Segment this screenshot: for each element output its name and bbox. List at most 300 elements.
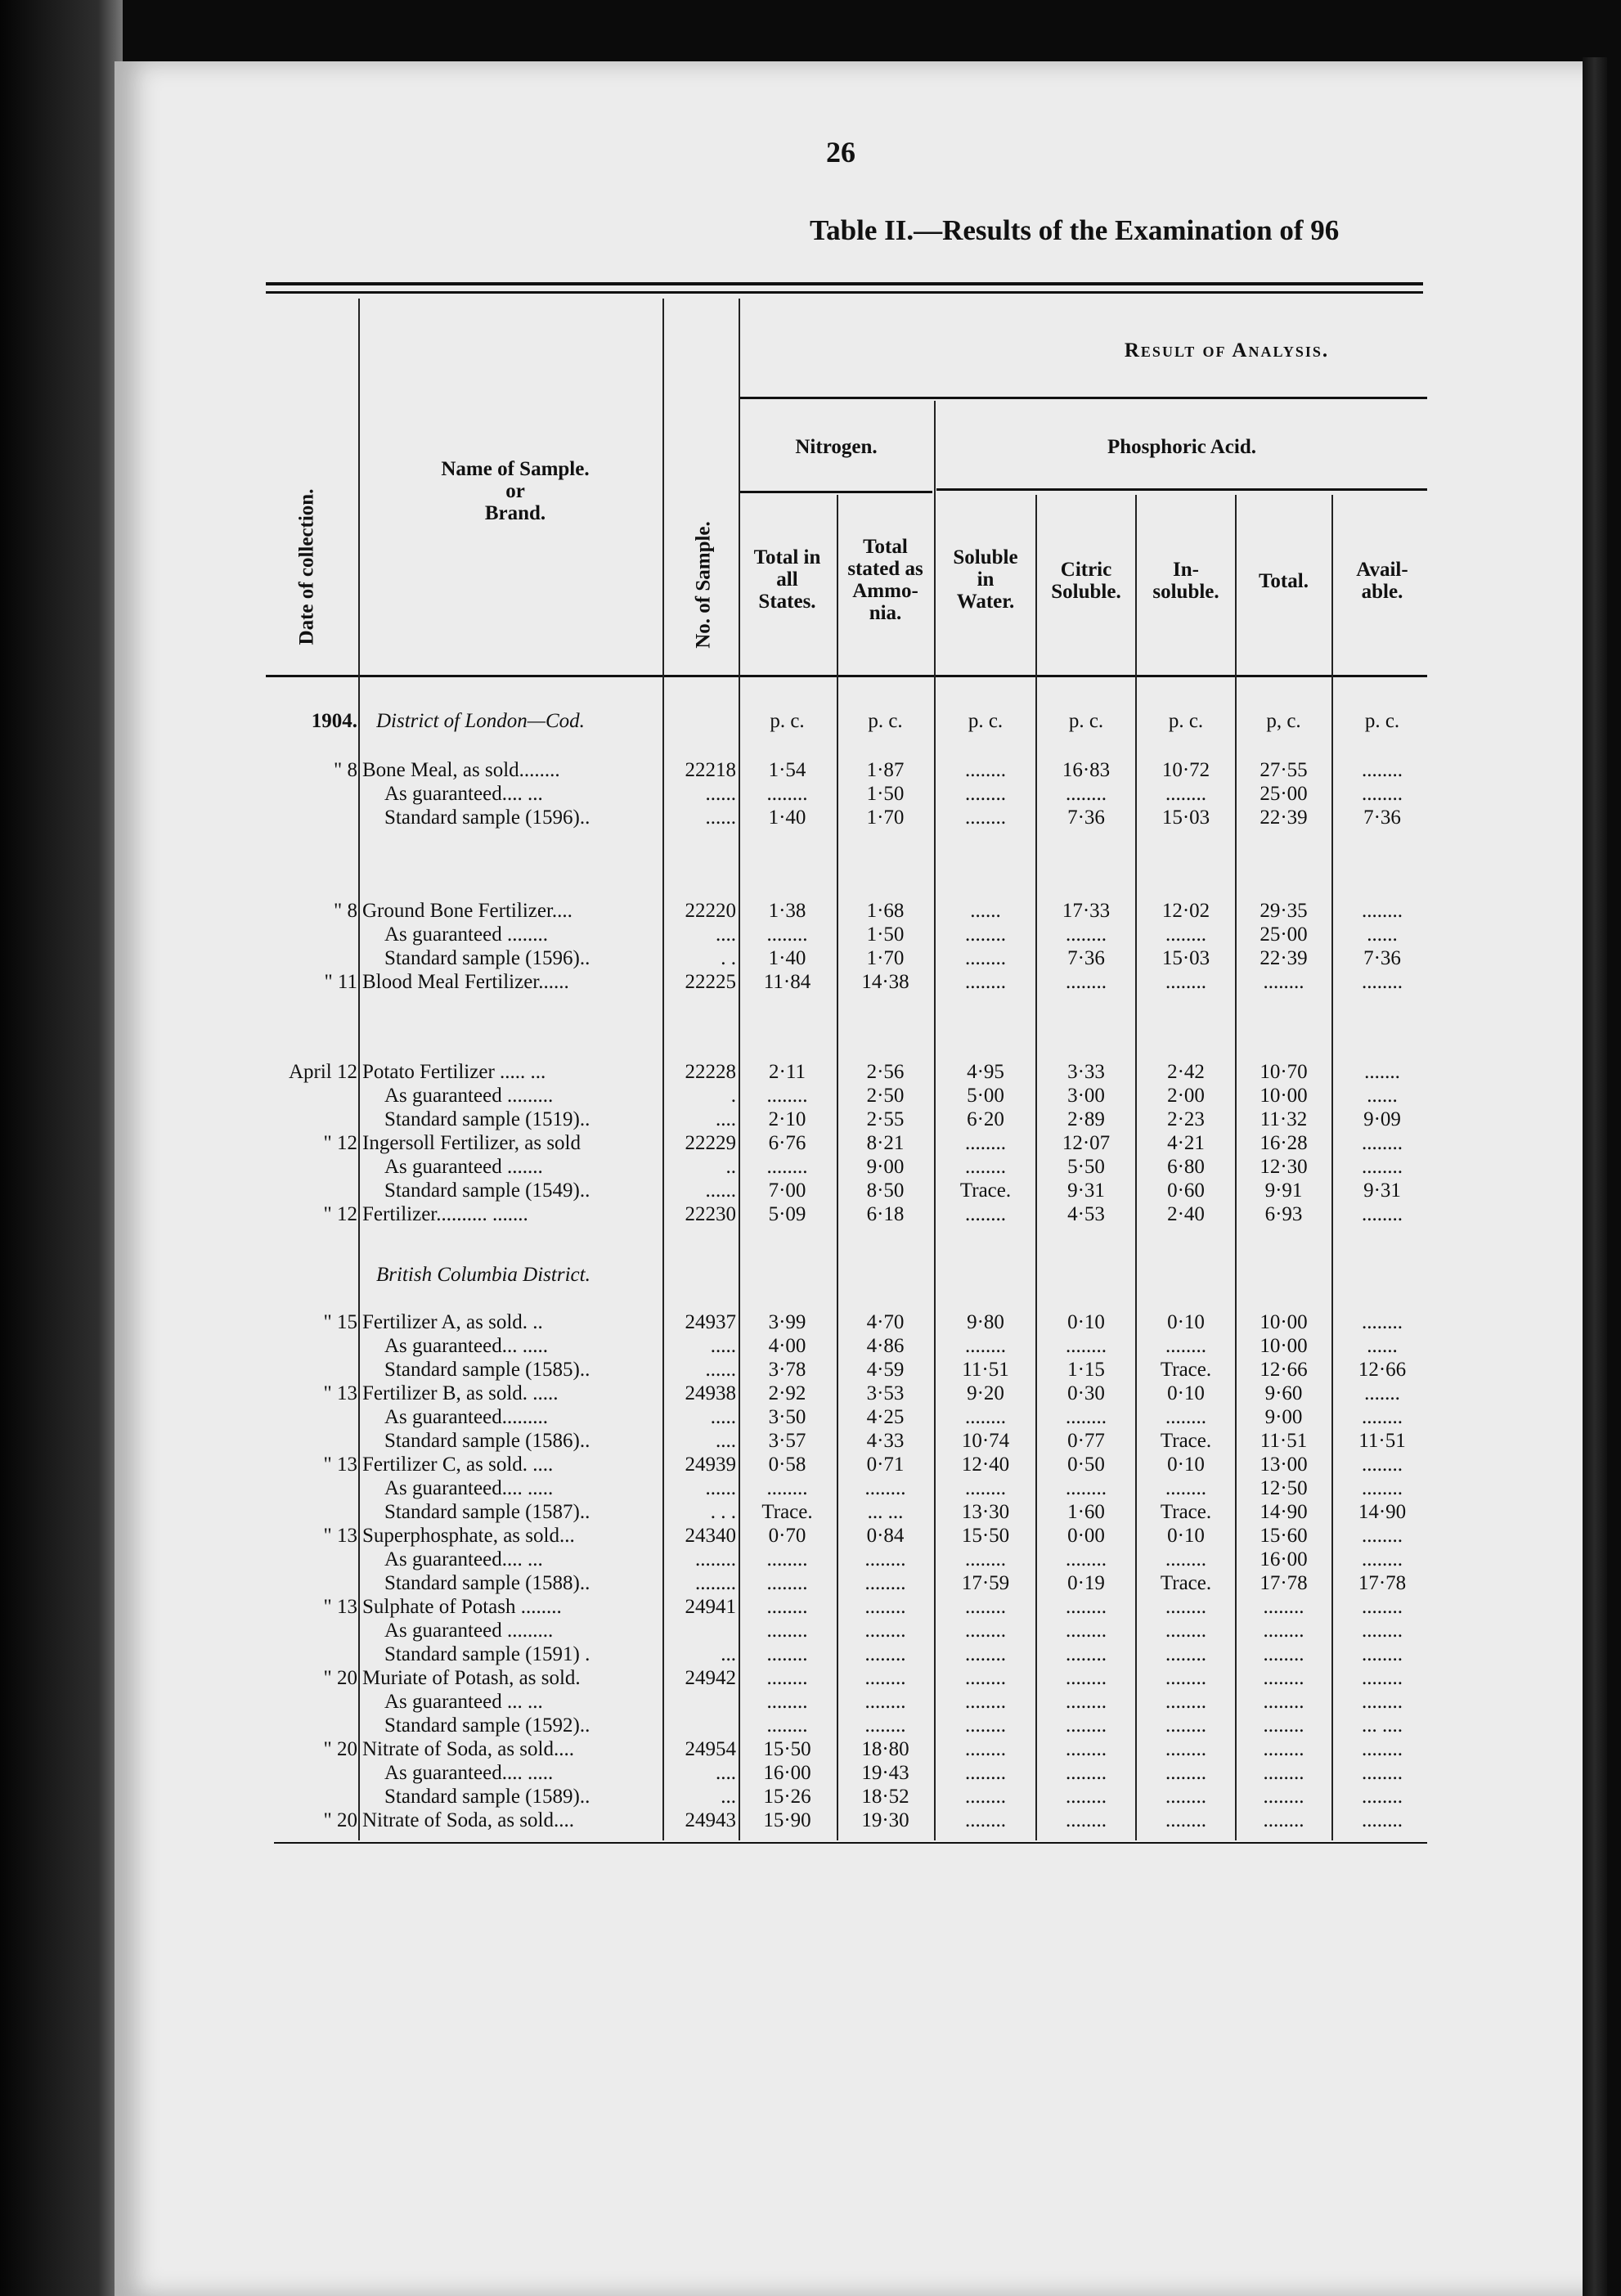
cell-is: ........ — [1165, 1643, 1206, 1665]
cell-tn: 3·50 — [768, 1406, 806, 1428]
cell-is: ........ — [1165, 1548, 1206, 1570]
cell-tt: 17·78 — [1260, 1572, 1308, 1594]
cell-date: " 12 — [323, 1132, 357, 1154]
cell-tn: 11·84 — [763, 971, 811, 993]
section-heading: British Columbia District. — [376, 1264, 590, 1286]
cell-is: 2·42 — [1167, 1061, 1205, 1083]
cell-ta: 1·70 — [866, 807, 905, 829]
table-row — [0, 1085, 1621, 1108]
cell-is: Trace. — [1160, 1430, 1212, 1452]
cell-date: " 13 — [323, 1454, 357, 1476]
cell-ta: 1·87 — [866, 759, 905, 781]
table-row — [0, 1691, 1621, 1714]
cell-cs: 7·36 — [1067, 807, 1105, 829]
cell-cs: ........ — [1066, 1643, 1107, 1665]
cell-av: 14·90 — [1358, 1501, 1407, 1523]
table-row — [0, 1179, 1621, 1202]
cell-is: 6·80 — [1167, 1156, 1205, 1178]
cell-ta: 4·59 — [866, 1359, 905, 1381]
cell-date: " 13 — [323, 1596, 357, 1618]
cell-sw: ........ — [965, 1620, 1006, 1642]
header-name-line-1: Name of Sample. — [441, 458, 590, 480]
table-row — [0, 1501, 1621, 1524]
cell-sw: 13·30 — [961, 1501, 1010, 1523]
cell-tn: Trace. — [761, 1501, 813, 1523]
cell-sample-name: As guaranteed......... — [384, 1406, 548, 1428]
cell-sample-no: 24942 — [685, 1667, 736, 1689]
cell-tt: 14·90 — [1260, 1501, 1308, 1523]
cell-av: ........ — [1362, 783, 1403, 805]
cell-tt: ........ — [1263, 1809, 1304, 1831]
cell-tn: 15·26 — [763, 1786, 811, 1808]
cell-sample-name: Standard sample (1596).. — [384, 947, 590, 969]
table-row — [0, 1382, 1621, 1405]
cell-ta: 14·38 — [861, 971, 909, 993]
cell-av: ....... — [1364, 1061, 1400, 1083]
cell-sample-no: .... — [716, 1762, 736, 1784]
header-name-line-3: Brand. — [484, 502, 546, 524]
units-row — [0, 710, 1621, 733]
table-row — [0, 1061, 1621, 1084]
cell-sample-name: Standard sample (1549).. — [384, 1179, 590, 1202]
cell-tt: 12·50 — [1260, 1477, 1308, 1499]
cell-ta: 1·50 — [866, 783, 905, 805]
cell-sample-no: 24340 — [685, 1525, 736, 1547]
cell-sw: ........ — [965, 1406, 1006, 1428]
cell-ta: 8·50 — [866, 1179, 905, 1202]
table-row — [0, 1525, 1621, 1548]
cell-sw: 9·20 — [967, 1382, 1004, 1404]
cell-sample-name: Fertilizer C, as sold. .... — [362, 1454, 554, 1476]
cell-sample-name: Potato Fertilizer ..... ... — [362, 1061, 546, 1083]
cell-tt: 29·35 — [1260, 900, 1308, 922]
cell-av: 17·78 — [1358, 1572, 1407, 1594]
cell-av: ........ — [1362, 1596, 1403, 1618]
cell-sample-no: . . — [721, 947, 736, 969]
cell-sample-no: .... — [716, 923, 736, 946]
table-row — [0, 759, 1621, 782]
cell-av: ........ — [1362, 1786, 1403, 1808]
cell-tt: ........ — [1263, 1738, 1304, 1760]
cell-av: 9·31 — [1363, 1179, 1401, 1202]
table-row — [0, 1809, 1621, 1832]
cell-cs: ........ — [1066, 1596, 1107, 1618]
cell-tt: 11·32 — [1260, 1108, 1308, 1130]
cell-is: ........ — [1165, 1738, 1206, 1760]
cell-tt: ........ — [1263, 1714, 1304, 1737]
cell-tn: ........ — [766, 1085, 808, 1107]
cell-sw: ........ — [965, 947, 1006, 969]
cell-ta: 1·68 — [866, 900, 905, 922]
cell-av: ........ — [1362, 1525, 1403, 1547]
cell-tn: 1·38 — [768, 900, 806, 922]
unit-tn: p. c. — [770, 710, 805, 732]
cell-sw: ........ — [965, 1156, 1006, 1178]
cell-date: " 13 — [323, 1382, 357, 1404]
cell-is: 2·40 — [1167, 1203, 1205, 1225]
table-row — [0, 900, 1621, 923]
cell-tt: 10·00 — [1260, 1311, 1308, 1333]
cell-av: ........ — [1362, 1667, 1403, 1689]
cell-sw: ........ — [965, 1714, 1006, 1737]
cell-av: ........ — [1362, 1203, 1403, 1225]
cell-ta: 18·52 — [861, 1786, 909, 1808]
cell-sample-no: 24937 — [685, 1311, 736, 1333]
cell-tt: 25·00 — [1260, 783, 1308, 805]
cell-tt: 9·60 — [1264, 1382, 1303, 1404]
cell-av: 7·36 — [1363, 807, 1401, 829]
cell-cs: ........ — [1066, 1738, 1107, 1760]
cell-cs: ........ — [1066, 1809, 1107, 1831]
cell-ta: 2·50 — [866, 1085, 905, 1107]
cell-sw: 15·50 — [961, 1525, 1010, 1547]
top-rule — [266, 282, 1423, 285]
cell-date: " 13 — [323, 1525, 357, 1547]
cell-av: ...... — [1367, 1085, 1398, 1107]
cell-tt: 10·00 — [1260, 1085, 1308, 1107]
cell-is: Trace. — [1160, 1572, 1212, 1594]
page-number: 26 — [826, 136, 855, 168]
cell-av: ........ — [1362, 1548, 1403, 1570]
cell-cs: ........ — [1066, 1335, 1107, 1357]
cell-sample-name: Standard sample (1591) . — [384, 1643, 590, 1665]
cell-sample-no: . . . — [710, 1501, 736, 1523]
cell-sw: ........ — [965, 1596, 1006, 1618]
cell-date: " 11 — [324, 971, 357, 993]
cell-sample-name: Fertilizer.......... ....... — [362, 1203, 528, 1225]
cell-ta: 6·18 — [866, 1203, 905, 1225]
cell-ta: 3·53 — [866, 1382, 905, 1404]
cell-is: ........ — [1165, 1406, 1206, 1428]
cell-tn: 5·09 — [768, 1203, 806, 1225]
cell-tn: 4·00 — [768, 1335, 806, 1357]
cell-sw: ........ — [965, 1786, 1006, 1808]
cell-sample-name: As guaranteed ....... — [384, 1156, 543, 1178]
cell-is: 10·72 — [1161, 759, 1210, 781]
cell-sample-no: 24938 — [685, 1382, 736, 1404]
table-row — [0, 1714, 1621, 1737]
cell-sw: ........ — [965, 971, 1006, 993]
cell-is: ........ — [1165, 783, 1206, 805]
cell-tn: 0·58 — [768, 1454, 806, 1476]
cell-sample-name: Fertilizer B, as sold. ..... — [362, 1382, 559, 1404]
header-total-ammonia: Total stated as Ammo- nia. — [847, 536, 923, 624]
cell-is: ........ — [1165, 923, 1206, 946]
cell-tn: 1·40 — [768, 947, 806, 969]
cell-sample-no: 22229 — [685, 1132, 736, 1154]
cell-ta: ........ — [864, 1548, 906, 1570]
cell-cs: 0·19 — [1067, 1572, 1105, 1594]
cell-sample-no: 24943 — [685, 1809, 736, 1831]
cell-tn: 15·90 — [763, 1809, 811, 1831]
cell-date: April 12 — [288, 1061, 357, 1083]
cell-tn: ........ — [766, 1596, 808, 1618]
header-phosphoric-acid: Phosphoric Acid. — [1107, 436, 1256, 458]
cell-cs: ........ — [1066, 1406, 1107, 1428]
table-row — [0, 1548, 1621, 1571]
cell-ta: 19·43 — [861, 1762, 909, 1784]
table-row — [0, 971, 1621, 994]
year-label: 1904. — [311, 710, 357, 732]
cell-cs: ........ — [1066, 1714, 1107, 1737]
table-row — [0, 1643, 1621, 1666]
cell-av: ........ — [1362, 971, 1403, 993]
cell-sample-no: .. — [725, 1156, 736, 1178]
cell-ta: 18·80 — [861, 1738, 909, 1760]
cell-av: ........ — [1362, 1311, 1403, 1333]
cell-tn: 7·00 — [768, 1179, 806, 1202]
cell-sample-name: Bone Meal, as sold........ — [362, 759, 560, 781]
cell-cs: ........ — [1066, 1620, 1107, 1642]
section-heading-row — [0, 1264, 1621, 1287]
cell-tn: ........ — [766, 1477, 808, 1499]
cell-cs: ........ — [1066, 1667, 1107, 1689]
cell-av: ........ — [1362, 1691, 1403, 1713]
cell-ta: ........ — [864, 1620, 906, 1642]
cell-tn: 2·10 — [768, 1108, 806, 1130]
cell-tt: 22·39 — [1260, 807, 1308, 829]
cell-sample-name: As guaranteed ......... — [384, 1620, 554, 1642]
cell-sample-no: ...... — [705, 1179, 736, 1202]
cell-cs: ........ — [1066, 1786, 1107, 1808]
cell-date: " 8 — [334, 900, 357, 922]
cell-cs: ........ — [1066, 923, 1107, 946]
cell-av: ........ — [1362, 1738, 1403, 1760]
cell-av: ........ — [1362, 1132, 1403, 1154]
table-row — [0, 1667, 1621, 1690]
cell-sample-name: As guaranteed.... ..... — [384, 1477, 554, 1499]
result-rule — [740, 397, 1427, 399]
cell-is: Trace. — [1160, 1501, 1212, 1523]
cell-tt: 10·70 — [1260, 1061, 1308, 1083]
cell-cs: 1·60 — [1067, 1501, 1105, 1523]
cell-sample-no: ...... — [705, 783, 736, 805]
cell-date: " 15 — [323, 1311, 357, 1333]
cell-is: ........ — [1165, 971, 1206, 993]
header-result-of-analysis: Result of Analysis. — [1124, 339, 1330, 362]
table-row — [0, 1786, 1621, 1808]
cell-av: ........ — [1362, 1762, 1403, 1784]
cell-sw: ........ — [965, 1762, 1006, 1784]
cell-ta: 19·30 — [861, 1809, 909, 1831]
cell-sample-name: Blood Meal Fertilizer...... — [362, 971, 569, 993]
table-row — [0, 1762, 1621, 1785]
bottom-rule — [274, 1842, 1427, 1844]
cell-sample-name: Standard sample (1519).. — [384, 1108, 590, 1130]
cell-av: 9·09 — [1363, 1108, 1401, 1130]
cell-tt: ........ — [1263, 1643, 1304, 1665]
cell-is: 4·21 — [1167, 1132, 1205, 1154]
cell-cs: ........ — [1066, 1477, 1107, 1499]
cell-ta: ........ — [864, 1572, 906, 1594]
cell-av: ........ — [1362, 1454, 1403, 1476]
cell-av: ........ — [1362, 759, 1403, 781]
cell-av: 11·51 — [1358, 1430, 1406, 1452]
cell-tt: 11·51 — [1260, 1430, 1308, 1452]
table-row — [0, 1620, 1621, 1642]
cell-av: ... .... — [1362, 1714, 1403, 1737]
cell-sample-no: 22230 — [685, 1203, 736, 1225]
cell-sample-name: Nitrate of Soda, as sold.... — [362, 1809, 574, 1831]
cell-sample-no: ........ — [695, 1548, 736, 1570]
cell-av: ........ — [1362, 1406, 1403, 1428]
header-total-all-states: Total in all States. — [753, 546, 821, 613]
cell-cs: 17·33 — [1062, 900, 1111, 922]
table-row — [0, 1477, 1621, 1500]
cell-av: ...... — [1367, 923, 1398, 946]
table-row — [0, 1572, 1621, 1595]
cell-tn: 6·76 — [768, 1132, 806, 1154]
cell-sw: 4·95 — [967, 1061, 1004, 1083]
cell-ta: 2·55 — [866, 1108, 905, 1130]
cell-ta: ........ — [864, 1477, 906, 1499]
table-row — [0, 1335, 1621, 1358]
cell-sample-name: Sulphate of Potash ........ — [362, 1596, 562, 1618]
cell-date: " 8 — [334, 759, 357, 781]
cell-cs: ........ — [1066, 1762, 1107, 1784]
unit-cs: p. c. — [1068, 710, 1104, 732]
cell-ta: 4·25 — [866, 1406, 905, 1428]
header-date-collection: Date of collection. — [295, 488, 318, 645]
cell-sw: ........ — [965, 1203, 1006, 1225]
cell-tt: ........ — [1263, 1786, 1304, 1808]
cell-is: 12·02 — [1161, 900, 1210, 922]
cell-sw: 5·00 — [967, 1085, 1004, 1107]
cell-sample-name: As guaranteed.... ... — [384, 1548, 543, 1570]
cell-sw: ........ — [965, 1335, 1006, 1357]
cell-sample-name: Ingersoll Fertilizer, as sold — [362, 1132, 581, 1154]
table-title: Table II.—Results of the Examination of 96 — [810, 214, 1340, 246]
header-total: Total. — [1259, 570, 1309, 592]
cell-sample-no: . — [730, 1085, 736, 1107]
cell-tn: 2·11 — [769, 1061, 806, 1083]
cell-sample-name: Fertilizer A, as sold. .. — [362, 1311, 543, 1333]
cell-sw: 17·59 — [961, 1572, 1010, 1594]
cell-sample-no: .... — [716, 1108, 736, 1130]
cell-tt: ........ — [1263, 1691, 1304, 1713]
cell-sw: ........ — [965, 1548, 1006, 1570]
header-citric-soluble: Citric Soluble. — [1051, 559, 1121, 603]
cell-sample-no: 24939 — [685, 1454, 736, 1476]
cell-tn: 3·78 — [768, 1359, 806, 1381]
header-name-line-2: or — [505, 480, 525, 502]
cell-sample-no: 22228 — [685, 1061, 736, 1083]
cell-is: ........ — [1165, 1335, 1206, 1357]
cell-tn: ........ — [766, 1156, 808, 1178]
cell-sw: ........ — [965, 923, 1006, 946]
cell-is: ........ — [1165, 1762, 1206, 1784]
cell-tn: 1·54 — [768, 759, 806, 781]
cell-ta: 4·33 — [866, 1430, 905, 1452]
cell-ta: 1·70 — [866, 947, 905, 969]
cell-tt: 9·00 — [1264, 1406, 1303, 1428]
cell-sw: ........ — [965, 759, 1006, 781]
cell-cs: 0·50 — [1067, 1454, 1105, 1476]
cell-tt: 27·55 — [1260, 759, 1308, 781]
cell-sample-name: Muriate of Potash, as sold. — [362, 1667, 581, 1689]
cell-tn: 3·57 — [768, 1430, 806, 1452]
cell-tn: ........ — [766, 783, 808, 805]
cell-is: 2·23 — [1167, 1108, 1205, 1130]
cell-is: ........ — [1165, 1786, 1206, 1808]
cell-sw: 10·74 — [961, 1430, 1010, 1452]
cell-sw: 9·80 — [967, 1311, 1004, 1333]
header-bottom-rule — [266, 675, 1427, 677]
cell-tn: ........ — [766, 1572, 808, 1594]
cell-sample-no: ..... — [710, 1335, 736, 1357]
cell-cs: 9·31 — [1067, 1179, 1105, 1202]
cell-av: ........ — [1362, 1477, 1403, 1499]
cell-sample-name: Standard sample (1596).. — [384, 807, 590, 829]
cell-sample-no: ...... — [705, 807, 736, 829]
cell-av: 7·36 — [1363, 947, 1401, 969]
cell-sw: Trace. — [959, 1179, 1012, 1202]
cell-cs: 0·30 — [1067, 1382, 1105, 1404]
table-row — [0, 1359, 1621, 1382]
cell-sample-no: ........ — [695, 1572, 736, 1594]
cell-sample-no: ...... — [705, 1477, 736, 1499]
cell-cs: ........ — [1066, 1691, 1107, 1713]
cell-sample-no: 22220 — [685, 900, 736, 922]
cell-sw: 6·20 — [967, 1108, 1004, 1130]
cell-av: ...... — [1367, 1335, 1398, 1357]
cell-is: 2·00 — [1167, 1085, 1205, 1107]
cell-tt: ........ — [1263, 1667, 1304, 1689]
cell-date: " 20 — [323, 1667, 357, 1689]
cell-sample-name: As guaranteed.... ... — [384, 783, 543, 805]
cell-tt: 22·39 — [1260, 947, 1308, 969]
cell-tt: 13·00 — [1260, 1454, 1308, 1476]
cell-sw: ........ — [965, 807, 1006, 829]
cell-sample-name: As guaranteed... ..... — [384, 1335, 548, 1357]
table-row — [0, 1454, 1621, 1476]
cell-tt: 12·66 — [1260, 1359, 1308, 1381]
cell-ta: ........ — [864, 1667, 906, 1689]
cell-is: ........ — [1165, 1620, 1206, 1642]
cell-is: ........ — [1165, 1596, 1206, 1618]
cell-tn: 1·40 — [768, 807, 806, 829]
cell-cs: 2·89 — [1067, 1108, 1105, 1130]
table-row — [0, 1311, 1621, 1334]
cell-ta: 4·70 — [866, 1311, 905, 1333]
cell-sample-name: Ground Bone Fertilizer.... — [362, 900, 573, 922]
cell-sample-name: Standard sample (1592).. — [384, 1714, 590, 1737]
cell-sample-name: Standard sample (1587).. — [384, 1501, 590, 1523]
cell-ta: ... ... — [867, 1501, 904, 1523]
cell-tt: ........ — [1263, 1620, 1304, 1642]
cell-tn: ........ — [766, 1667, 808, 1689]
table-row — [0, 1738, 1621, 1761]
table-row — [0, 947, 1621, 970]
unit-is: p. c. — [1168, 710, 1204, 732]
cell-ta: 1·50 — [866, 923, 905, 946]
cell-tt: ........ — [1263, 1762, 1304, 1784]
cell-date: " 20 — [323, 1738, 357, 1760]
cell-tt: 25·00 — [1260, 923, 1308, 946]
cell-sw: ........ — [965, 1477, 1006, 1499]
cell-sw: ...... — [970, 900, 1001, 922]
cell-tt: 12·30 — [1260, 1156, 1308, 1178]
cell-is: ........ — [1165, 1477, 1206, 1499]
header-available: Avail- able. — [1356, 559, 1408, 603]
cell-is: ........ — [1165, 1691, 1206, 1713]
cell-av: ........ — [1362, 1620, 1403, 1642]
cell-cs: 3·00 — [1067, 1085, 1105, 1107]
cell-cs: 1·15 — [1067, 1359, 1105, 1381]
table-row — [0, 783, 1621, 806]
cell-tn: 0·70 — [768, 1525, 806, 1547]
header-name-of-sample — [368, 458, 662, 524]
